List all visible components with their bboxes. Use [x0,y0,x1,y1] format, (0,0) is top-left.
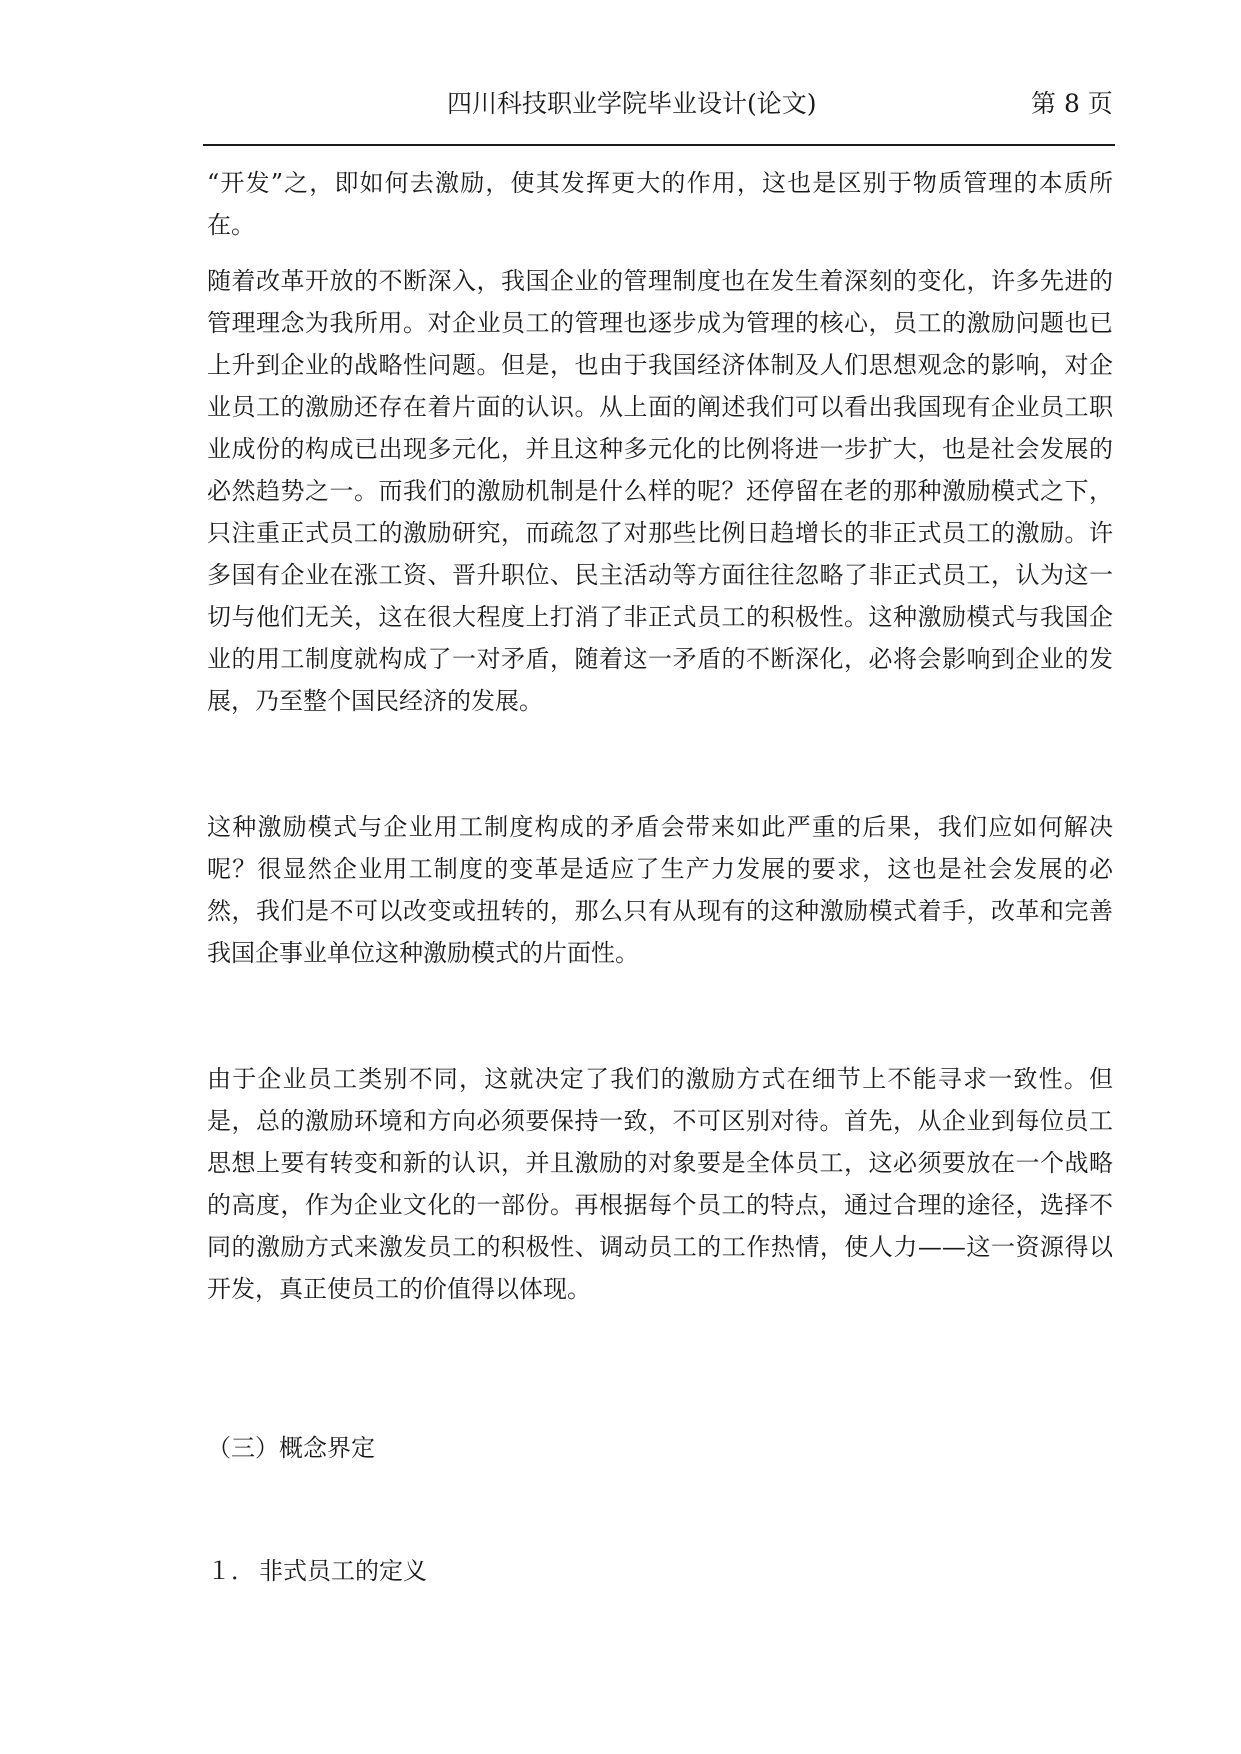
section-heading: （三）概念界定 [207,1434,375,1462]
subsection-heading [207,1553,427,1589]
document-title: 四川科技职业学院毕业设计(论文) [447,89,817,118]
page-number: 第 8 页 [1031,89,1113,118]
page-header [203,86,1115,126]
header-divider [203,144,1115,146]
paragraph: 这种激励模式与企业用工制度构成的矛盾会带来如此严重的后果，我们应如何解决呢？很显然企业用工制度的变革是适应了生产力发展的要求，这也是社会发展的必然，我们是不可以改变或扭转的，那么只有从现有的这种激励模式着手，改革和完善我国企事业单位这种激励模式的片面性。 [207,813,1113,967]
paragraph: 由于企业员工类别不同，这就决定了我们的激励方式在细节上不能寻求一致性。但是，总的激励环境和方向必须要保持一致，不可区别对待。首先，从企业到每位员工思想上要有转变和新的认识，并且激励的对象要是全体员工，这必须要放在一个战略的高度，作为企业文化的一部份。再根据每个员工的特点，通过合理的途径，选择不同的激励方式来激发员工的积极性、调动员工的工作热情，使人力——这一资源得以开发，真正使员工的价值得以体现。 [207,1065,1113,1303]
paragraph: 随着改革开放的不断深入，我国企业的管理制度也在发生着深刻的变化，许多先进的管理理念为我所用。对企业员工的管理也逐步成为管理的核心，员工的激励问题也已上升到企业的战略性问题。但是，也由于我国经济体制及人们思想观念的影响，对企业员工的激励还存在着片面的认识。从上面的阐述我们可以看出我国现有企业员工职业成份的构成已出现多元化，并且这种多元化的比例将进一步扩大，也是社会发展的必然趋势之一。而我们的激励机制是什么样的呢？还停留在老的那种激励模式之下，只注重正式员工的激励研究，而疏忽了对那些比例日趋增长的非正式员工的激励。许多国有企业在涨工资、晋升职位、民主活动等方面往往忽略了非正式员工，认为这一切与他们无关，这在很大程度上打消了非正式员工的积极性。这种激励模式与我国企业的用工制度就构成了一对矛盾，随着这一矛盾的不断深化，必将会影响到企业的发展，乃至整个国民经济的发展。 [207,267,1113,715]
body-text [207,162,1113,1310]
subsection-number: １． [207,1557,255,1585]
paragraph: “开发”之，即如何去激励，使其发挥更大的作用，这也是区别于物质管理的本质所在。 [207,169,1113,239]
subsection-title: 非式员工的定义 [259,1557,427,1585]
